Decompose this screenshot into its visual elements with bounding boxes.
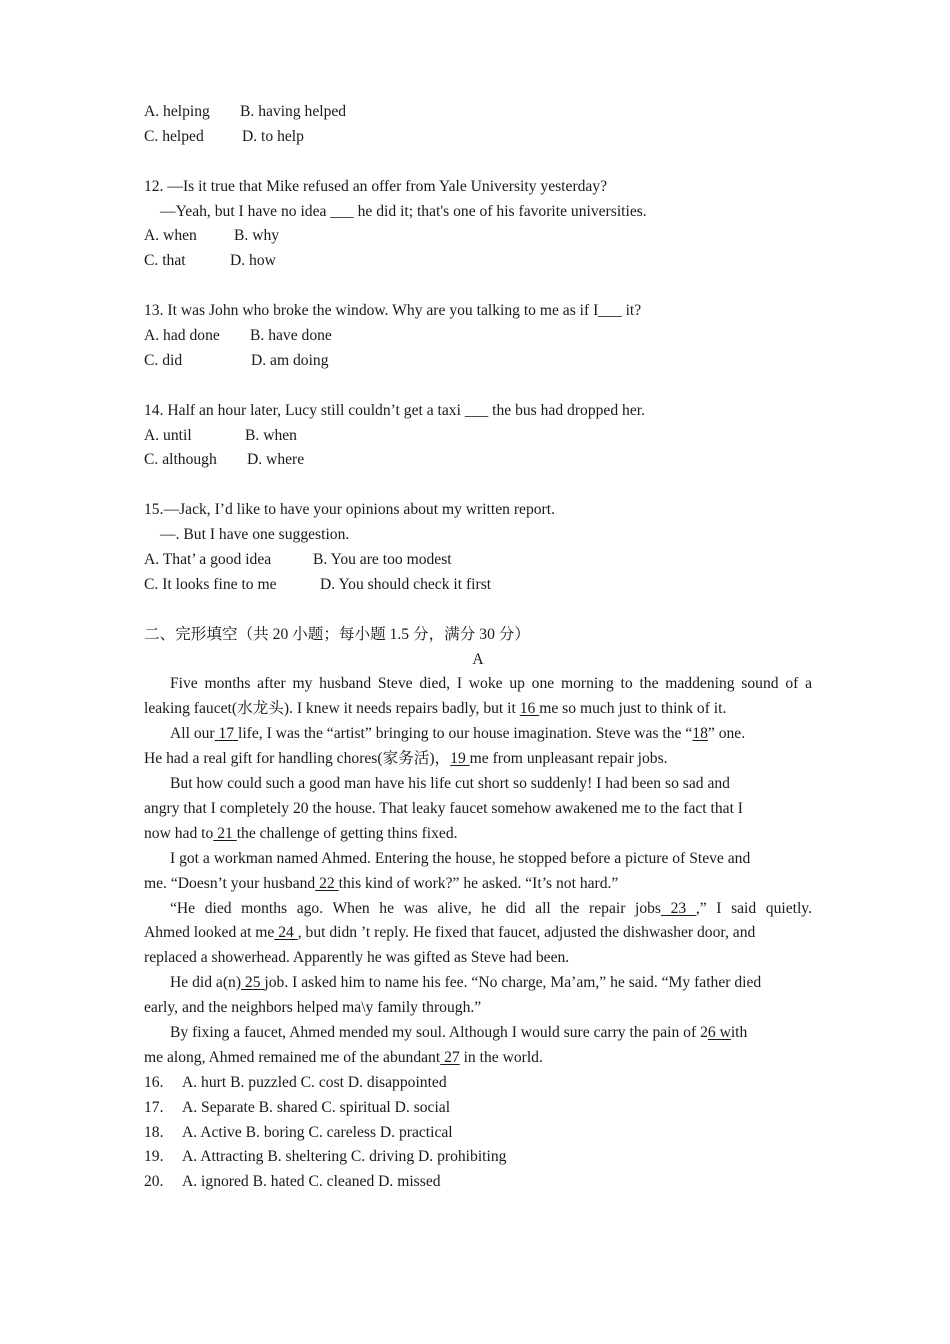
option-d: D. You should check it first bbox=[320, 575, 492, 593]
choice-text: A. hurt B. puzzled C. cost D. disappointed bbox=[182, 1073, 447, 1091]
blank-26: 6 w bbox=[707, 1023, 731, 1041]
option-c: C. that bbox=[144, 252, 186, 270]
q12-stem: 12. ––Is it true that Mike refused an offer from Yale University yesterday? bbox=[144, 177, 608, 195]
q12-options-row1 bbox=[144, 224, 812, 249]
option-d: D. to help bbox=[242, 127, 304, 145]
q13-options-row1 bbox=[144, 324, 812, 349]
passage-line: early, and the neighbors helped ma\y family through.” bbox=[144, 999, 482, 1017]
passage-line: “He died months ago. When he was alive, he did all the repair jobs 23 ,” I said quietly. bbox=[170, 899, 812, 917]
exam-page bbox=[144, 100, 812, 1195]
option-a: A. That’ a good idea bbox=[144, 551, 272, 569]
passage-line: now had to 21 the challenge of getting thins fixed. bbox=[144, 824, 458, 842]
passage-line: Ahmed looked at me 24 , but didn ’t reply. He fixed that faucet, adjusted the dishwasher door, and bbox=[144, 924, 756, 942]
q15-stem: 15.—Jack, I’d like to have your opinions about my written report. bbox=[144, 501, 555, 519]
choice-number: 17. bbox=[144, 1098, 164, 1116]
blank-16: 16 bbox=[519, 700, 540, 718]
blank-18: 18 bbox=[692, 725, 708, 743]
passage-line: Five months after my husband Steve died, I woke up one morning to the maddening sound of a bbox=[170, 675, 812, 693]
choice-text: A. Separate B. shared C. spiritual D. social bbox=[182, 1098, 451, 1116]
q13-options-row2 bbox=[144, 349, 812, 374]
q12-reply: —Yeah, but I have no idea ___ he did it; that's one of his favorite universities. bbox=[160, 202, 647, 220]
q15-reply: —. But I have one suggestion. bbox=[160, 526, 350, 544]
option-c: C. although bbox=[144, 451, 217, 469]
q14-options-row2 bbox=[144, 448, 812, 473]
passage-line: I got a workman named Ahmed. Entering the house, he stopped before a picture of Steve and bbox=[170, 849, 751, 867]
q11-options-row1 bbox=[144, 100, 812, 125]
choice-number: 19. bbox=[144, 1148, 164, 1166]
passage-line: me along, Ahmed remained me of the abundant 27 in the world. bbox=[144, 1048, 543, 1066]
option-b: B. have done bbox=[250, 327, 332, 345]
blank-25: 25 bbox=[241, 974, 265, 992]
option-c: C. did bbox=[144, 351, 183, 369]
choice-row bbox=[144, 1170, 812, 1195]
choice-row bbox=[144, 1145, 812, 1170]
option-d: D. where bbox=[247, 451, 305, 469]
blank-22: 22 bbox=[315, 874, 339, 892]
option-b: B. why bbox=[234, 227, 280, 245]
blank-23: 23 bbox=[661, 899, 696, 917]
q15-options-row1 bbox=[144, 548, 812, 573]
blank-21: 21 bbox=[213, 824, 237, 842]
blank-24: 24 bbox=[274, 924, 298, 942]
blank-19: 19 bbox=[450, 750, 470, 768]
option-a: A. until bbox=[144, 426, 192, 444]
option-a: A. had done bbox=[144, 327, 220, 345]
q12-options-row2 bbox=[144, 249, 812, 274]
passage-line: angry that I completely 20 the house. That leaky faucet somehow awakened me to the fact that I bbox=[144, 799, 743, 817]
option-b: B. You are too modest bbox=[313, 551, 452, 569]
passage-line: me. “Doesn’t your husband 22 this kind of work?” he asked. “It’s not hard.” bbox=[144, 874, 619, 892]
passage-line: But how could such a good man have his life cut short so suddenly! I had been so sad and bbox=[170, 775, 730, 793]
choice-row bbox=[144, 1121, 812, 1146]
passage-label: A bbox=[472, 650, 484, 668]
section-heading: 二、完形填空（共 20 小题；每小题 1.5 分，满分 30 分） bbox=[144, 625, 530, 643]
passage-line: All our 17 life, I was the “artist” bringing to our house imagination. Steve was the “18” one. bbox=[170, 725, 746, 743]
choice-text: A. Active B. boring C. careless D. practical bbox=[182, 1123, 453, 1141]
passage-line: He had a real gift for handling chores(家务活)，19 me from unpleasant repair jobs. bbox=[144, 750, 668, 768]
option-d: D. am doing bbox=[251, 351, 329, 369]
option-a: A. when bbox=[144, 227, 197, 245]
q14-stem: 14. Half an hour later, Lucy still couldn’t get a taxi ___ the bus had dropped her. bbox=[144, 401, 645, 419]
passage-line: By fixing a faucet, Ahmed mended my soul. Although I would sure carry the pain of 26 with bbox=[170, 1023, 748, 1041]
choice-number: 20. bbox=[144, 1173, 164, 1191]
option-b: B. when bbox=[245, 426, 297, 444]
option-b: B. having helped bbox=[240, 103, 347, 120]
q13-stem: 13. It was John who broke the window. Why are you talking to me as if I___ it? bbox=[144, 302, 642, 320]
q11-options-row2 bbox=[144, 125, 812, 150]
blank-27: 27 bbox=[440, 1048, 460, 1066]
choice-row bbox=[144, 1096, 812, 1121]
option-a: A. helping bbox=[144, 103, 210, 120]
q15-options-row2 bbox=[144, 573, 812, 598]
passage-line: replaced a showerhead. Apparently he was gifted as Steve had been. bbox=[144, 949, 570, 967]
option-d: D. how bbox=[230, 252, 276, 270]
q14-options-row1 bbox=[144, 424, 812, 449]
choice-number: 18. bbox=[144, 1123, 164, 1141]
choice-number: 16. bbox=[144, 1073, 164, 1091]
choice-row bbox=[144, 1071, 812, 1096]
choice-text: A. ignored B. hated C. cleaned D. missed bbox=[182, 1173, 441, 1191]
passage-line: leaking faucet(水龙头). I knew it needs repairs badly, but it 16 me so much just to think of it. bbox=[144, 700, 727, 718]
option-c: C. It looks fine to me bbox=[144, 575, 277, 593]
choice-text: A. Attracting B. sheltering C. driving D. prohibiting bbox=[182, 1148, 507, 1166]
blank-17: 17 bbox=[214, 725, 239, 743]
option-c: C. helped bbox=[144, 127, 204, 145]
passage-line: He did a(n) 25 job. I asked him to name his fee. “No charge, Ma’am,” he said. “My father died bbox=[170, 974, 762, 992]
